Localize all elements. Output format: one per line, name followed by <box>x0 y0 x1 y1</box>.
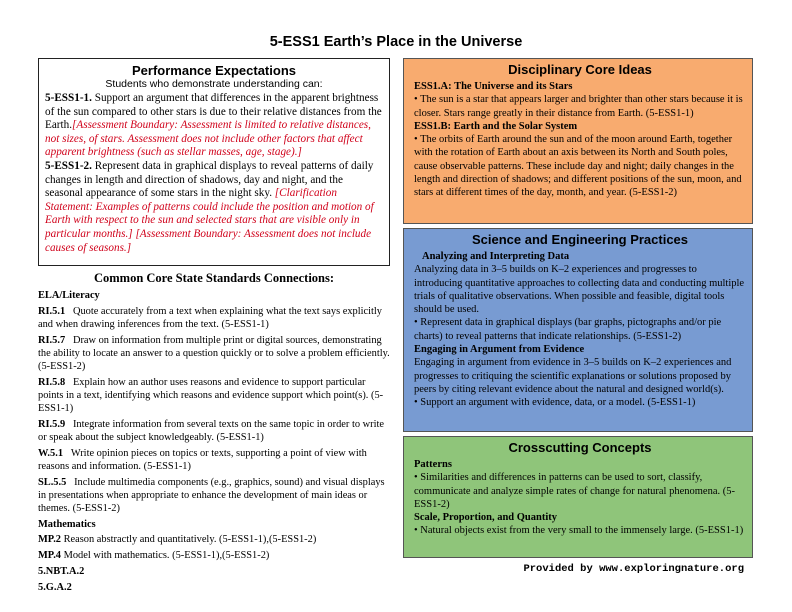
math-standard <box>38 533 390 546</box>
pe2-text: Represent data in graphical displays to reveal patterns of daily changes in length and direction of shadows, day and night, and the seasonal appearance of some stars in the night sky. <box>45 159 374 200</box>
standard-code: MP.2 <box>38 534 61 546</box>
crosscutting-section-heading: Scale, Proportion, and Quantity <box>414 512 558 524</box>
ela-standard <box>38 334 390 374</box>
ela-heading: ELA/Literacy <box>38 290 100 301</box>
ela-standard <box>38 476 390 516</box>
standard-code: MP.4 <box>38 550 61 562</box>
pe1-code: 5-ESS1-1. <box>45 92 92 104</box>
crosscutting-section-text: • Natural objects exist from the very small to the immensely large. (5-ESS1-1) <box>414 525 744 537</box>
standard-text: Model with mathematics. (5-ESS1-1),(5-ESS1-2) <box>63 550 270 562</box>
math-standard <box>38 581 390 594</box>
crosscutting-heading: Crosscutting Concepts <box>508 440 652 455</box>
sep-heading: Science and Engineering Practices <box>471 232 689 247</box>
standard-code: RI.5.1 <box>38 305 66 317</box>
ela-standard <box>38 376 390 416</box>
standard-text: Integrate information from several texts on the same topic in order to write or speak about the subject knowledgeably. (5-ESS1-1) <box>38 418 384 444</box>
dci-heading: Disciplinary Core Ideas <box>508 62 652 77</box>
performance-expectations-box <box>38 58 390 266</box>
sep-section-bullet: • Represent data in graphical displays (bar graphs, pictographs and/or pie charts) to reveal patterns that indicate relationships. (5-ESS1-2) <box>414 317 722 342</box>
standard-text: Explain how an author uses reasons and evidence to support particular points in a text, identifying which reasons and evidence support which point(s). (5-ESS1-1) <box>38 376 384 415</box>
math-heading: Mathematics <box>38 518 96 530</box>
dci-section-text: • The orbits of Earth around the sun and of the moon around Earth, together with the rotation of Earth about an axis between its North and South poles, cause observable patterns. These include day and night; daily changes in the length and direction of shadows; and different positions of the sun, moon, and stars at different times of the day, month, and year. (5-ESS1-2) <box>414 134 742 199</box>
sep-section-bullet: • Support an argument with evidence, data, or a model. (5-ESS1-1) <box>414 397 696 409</box>
ela-standard <box>38 305 390 331</box>
pe-item-2 <box>45 160 383 255</box>
dci-section-heading: ESS1.B: Earth and the Solar System <box>414 120 578 132</box>
crosscutting-section-text: • Similarities and differences in patterns can be used to sort, classify, communicate and analyze simple rates of change for natural phenomena. (5-ESS1-2) <box>414 472 735 510</box>
standard-code: RI.5.8 <box>38 376 66 388</box>
math-standard <box>38 549 390 562</box>
pe1-assessment-boundary: [Assessment Boundary: Assessment is limited to relative distances, not sizes, of stars. Assessment does not include other factors that affect apparent brightness (such as stellar masses, age, stage).] <box>45 119 371 159</box>
standard-code: SL.5.5 <box>38 476 67 488</box>
crosscutting-concepts-box <box>403 436 753 558</box>
sep-section-text: Analyzing data in 3–5 builds on K–2 experiences and progresses to introducing quantitative approaches to collecting data and conducting multiple trials of qualitative observations. When possible and feasible, digital tools should be used. <box>414 264 745 316</box>
dci-section-text: • The sun is a star that appears larger and brighter than other stars because it is closer. Stars range greatly in their distance from Earth. (5-ESS1-1) <box>414 94 743 119</box>
ela-standard <box>38 418 390 444</box>
standard-text: Write opinion pieces on topics or texts, supporting a point of view with reasons and information. (5-ESS1-1) <box>38 447 367 472</box>
performance-expectations-heading: Performance Expectations <box>131 63 296 78</box>
crosscutting-section-heading: Patterns <box>414 459 452 470</box>
standard-text: Reason abstractly and quantitatively. (5-ESS1-1),(5-ESS1-2) <box>63 534 317 546</box>
performance-expectations-subheading: Students who demonstrate understanding can: <box>105 78 323 90</box>
sep-section-heading: Analyzing and Interpreting Data <box>422 251 570 262</box>
ela-standard <box>38 447 390 473</box>
science-engineering-practices-box <box>403 228 753 432</box>
page-title: 5-ESS1 Earth’s Place in the Universe <box>269 34 523 50</box>
sep-section-text: Engaging in argument from evidence in 3–5 builds on K–2 experiences and progresses to critiquing the scientific explanations or solutions proposed by peers by citing relevant evidence about the natural and designed world(s). <box>414 357 732 395</box>
standard-text: Include multimedia components (e.g., graphics, sound) and visual displays in presentations when appropriate to enhance the development of main ideas or themes. (5-ESS1-2) <box>38 476 385 515</box>
standard-code: RI.5.7 <box>38 334 66 346</box>
standard-code: 5.G.A.2 <box>38 581 72 593</box>
standard-code: RI.5.9 <box>38 418 66 430</box>
pe2-clarification: [Clarification Statement: Examples of patterns could include the position and motion of Earth with respect to the sun and selected stars that are visible only in particular months.] [Assessment Boundary: Assessment does not include causes of seasons.] <box>45 187 374 254</box>
math-standard <box>38 565 390 578</box>
common-core-heading: Common Core State Standards Connections: <box>93 271 335 285</box>
standard-text: Draw on information from multiple print or digital sources, demonstrating the ability to locate an answer to a question quickly or to solve a problem efficiently. (5-ESS1-2) <box>38 334 390 373</box>
credit-line: Provided by www.exploringnature.org <box>523 563 744 575</box>
sep-section-heading: Engaging in Argument from Evidence <box>414 344 585 356</box>
pe1-text: Support an argument that differences in the apparent brightness of the sun compared to other stars is due to their relative distances from the Earth. <box>45 92 382 132</box>
pe-item-1 <box>45 92 383 160</box>
disciplinary-core-ideas-box <box>403 58 753 224</box>
common-core-section <box>38 270 390 596</box>
standard-code: W.5.1 <box>38 447 64 459</box>
standard-text: Quote accurately from a text when explaining what the text says explicitly and when drawing inferences from the text. (5-ESS1-1) <box>38 305 382 330</box>
pe2-code: 5-ESS1-2. <box>45 159 92 172</box>
standard-code: 5.NBT.A.2 <box>38 565 85 577</box>
dci-section-heading: ESS1.A: The Universe and its Stars <box>414 81 573 92</box>
